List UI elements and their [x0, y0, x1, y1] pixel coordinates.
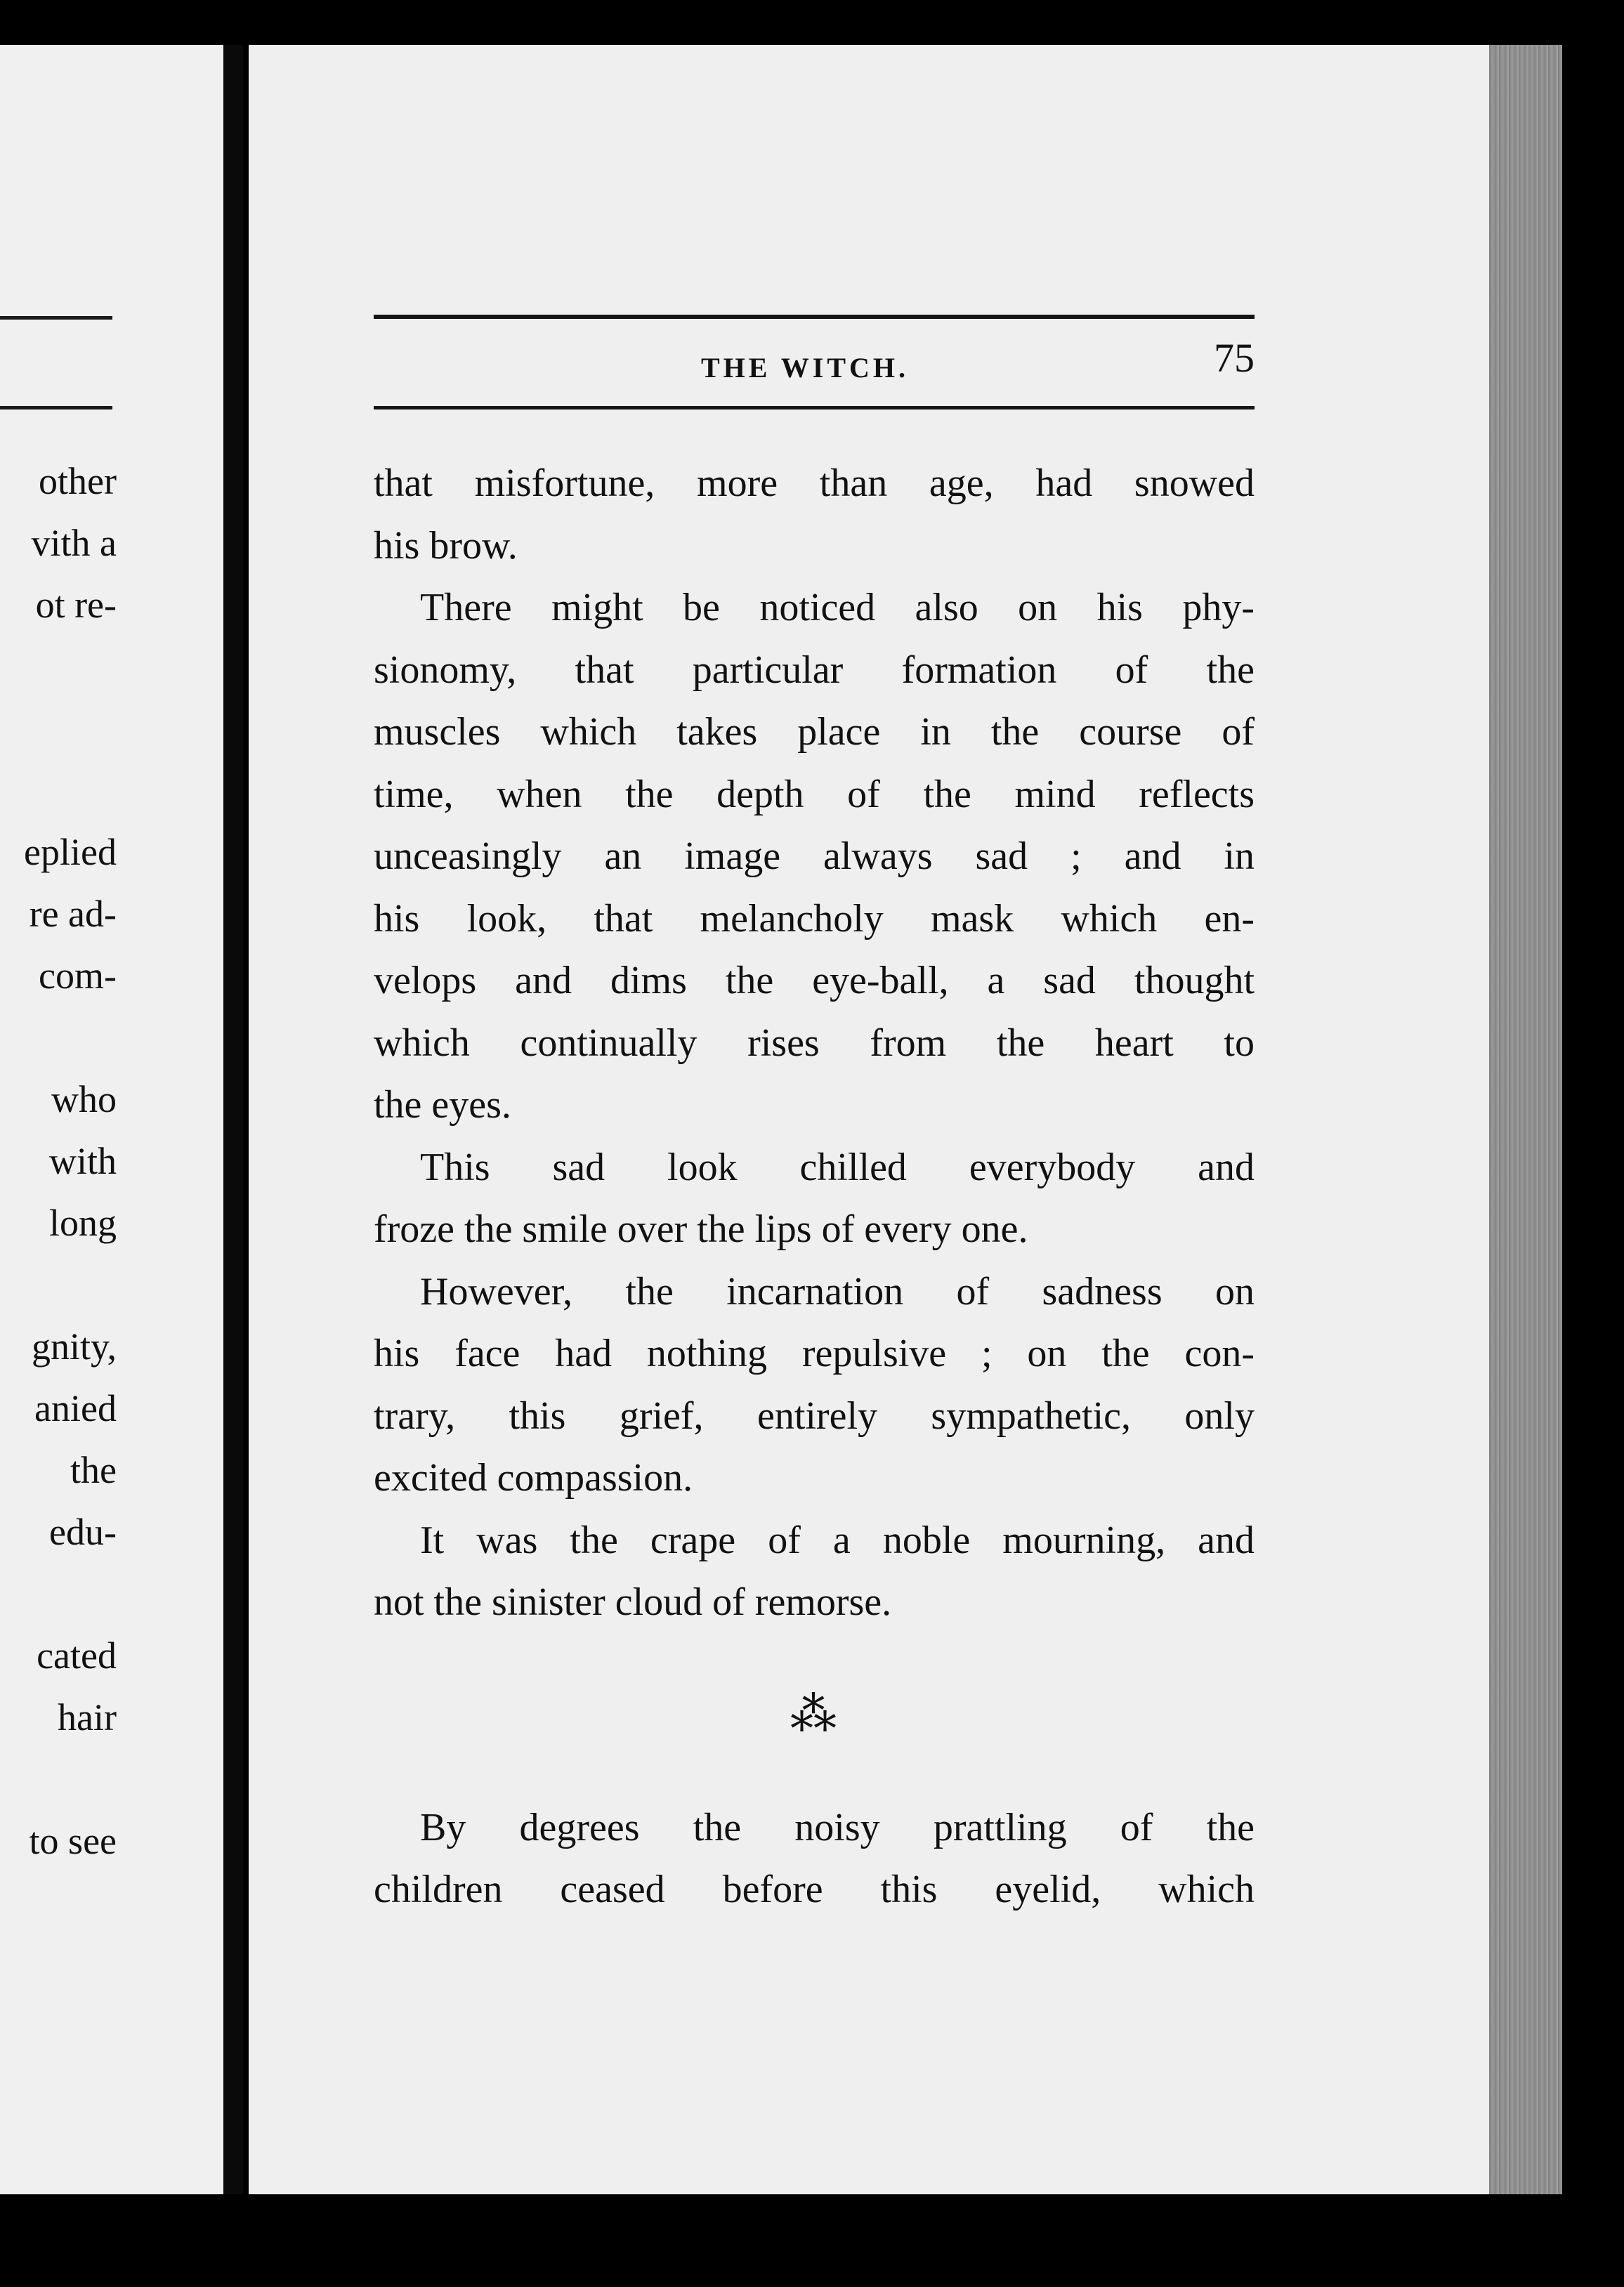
text-line: his look, that melancholy mask which en-: [374, 896, 1255, 941]
text-line: excited compassion.: [374, 1456, 693, 1500]
left-fragment: re ad-: [29, 893, 117, 935]
left-fragment: the: [70, 1449, 117, 1491]
left-fragment: eplied: [24, 831, 117, 873]
left-fragment: with: [48, 1140, 117, 1182]
left-fragment: who: [51, 1078, 117, 1120]
left-fragment: to see: [29, 1820, 117, 1862]
left-fragment: other: [39, 460, 117, 502]
left-fragment: long: [48, 1202, 117, 1244]
page-number: 75: [1214, 335, 1255, 381]
text-line: not the sinister cloud of remorse.: [374, 1580, 892, 1624]
book-gutter: [223, 45, 243, 2194]
page-edge-stack: [1489, 45, 1562, 2194]
left-fragment: edu-: [49, 1511, 117, 1553]
text-line: There might be noticed also on his phy-: [420, 586, 1255, 629]
left-fragment: com-: [39, 955, 117, 997]
text-line: time, when the depth of the mind reflects: [374, 772, 1255, 816]
text-line: sionomy, that particular formation of the: [374, 648, 1255, 692]
text-line: muscles which takes place in the course of: [374, 710, 1255, 754]
header-rule-bottom: [374, 406, 1255, 409]
text-line: which continually rises from the heart to: [374, 1021, 1255, 1065]
text-line: It was the crape of a noble mourning, and: [420, 1518, 1255, 1562]
text-line: froze the smile over the lips of every one.: [374, 1207, 1028, 1251]
text-line: unceasingly an image always sad ; and in: [374, 834, 1255, 878]
left-page: [0, 45, 223, 2194]
text-line: that misfortune, more than age, had snowed: [374, 461, 1255, 505]
section-break-asterism: ⁂: [790, 1689, 838, 1741]
text-line: This sad look chilled everybody and: [420, 1145, 1255, 1189]
text-line: By degrees the noisy prattling of the: [420, 1805, 1255, 1849]
left-fragment: ot re-: [35, 584, 117, 626]
text-line: his brow.: [374, 523, 518, 568]
header-rule-top: [374, 315, 1255, 319]
text-line: children ceased before this eyelid, which: [374, 1868, 1255, 1911]
right-page: [249, 45, 1489, 2194]
left-fragment: anied: [34, 1387, 117, 1429]
text-line: the eyes.: [374, 1083, 511, 1127]
text-line: trary, this grief, entirely sympathetic, only: [374, 1394, 1255, 1438]
body-text: [374, 452, 1255, 1921]
text-line: velops and dims the eye-ball, a sad thought: [374, 959, 1255, 1002]
text-line: his face had nothing repulsive ; on the con-: [374, 1332, 1255, 1375]
left-fragment: vith a: [31, 522, 117, 564]
running-title: THE WITCH.: [701, 352, 909, 384]
left-fragment: hair: [58, 1696, 117, 1738]
left-page-rule-top: [0, 316, 112, 320]
left-page-rule-bottom: [0, 406, 112, 409]
left-fragment: cated: [37, 1634, 117, 1677]
text-line: However, the incarnation of sadness on: [420, 1269, 1255, 1313]
left-fragment: gnity,: [32, 1325, 117, 1368]
